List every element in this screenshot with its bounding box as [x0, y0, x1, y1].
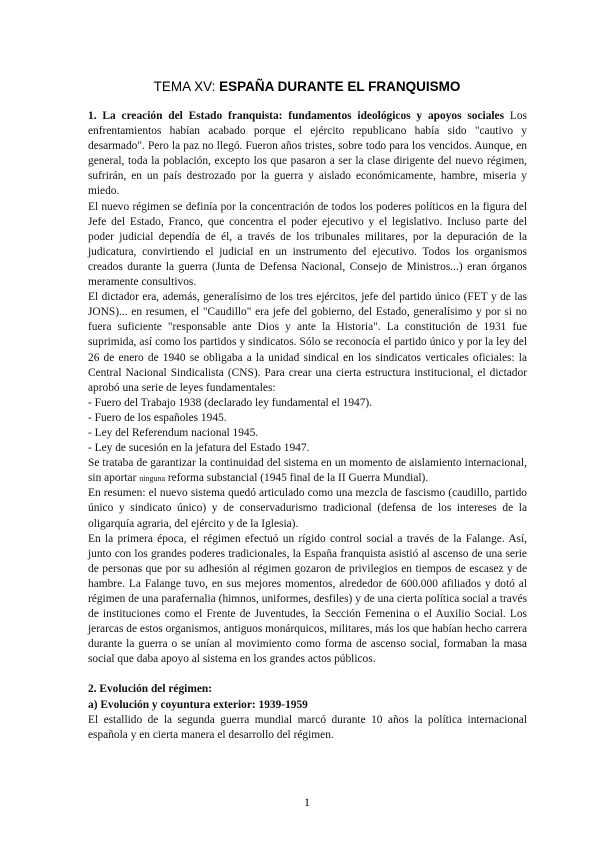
title-main: ESPAÑA DURANTE EL FRANQUISMO [219, 79, 461, 94]
section1-heading: 1. La creación del Estado franquista: fundamentos ideológicos y apoyos sociales [88, 110, 505, 122]
p4-part-a: Se trataba de garantizar la continuidad del sistema en un momento de aislamiento internacional, sin aportar [88, 457, 527, 485]
section1-paragraph-2: El nuevo régimen se definía por la concentración de todos los poderes políticos en la figura del Jefe del Estado, Franco, que concentra el poder ejecutivo y el legislativo. Incluso parte del poder judicial dependía de él, a través de los tribunales militares, por la depuración de la judicatura, convirtiendo el judicial en un instrumento del ejecutivo. Todos los organismos creados durante la guerra (Junta de Defensa Nacional, Consejo de Ministros...) eran órganos meramente consultivos. [88, 200, 527, 289]
p4-small-word: ninguna [139, 474, 166, 484]
section1-paragraph-4 [88, 456, 527, 486]
section1-paragraph-5: En resumen: el nuevo sistema quedó articulado como una mezcla de fascismo (caudillo, partido único y sindicato único) y de conservadurismo tradicional (defensa de los intereses de la oligarquía agraria, del ejército y de la Iglesia). [88, 487, 527, 530]
law-item: - Fuero del Trabajo 1938 (declarado ley fundamental el 1947). [88, 396, 373, 409]
section2-subheading: a) Evolución y coyuntura exterior: 1939-1959 [88, 698, 308, 711]
section2-heading: 2. Evolución del régimen: [88, 683, 213, 696]
section1-p1-text: Los enfrentamientos habían acabado porque el ejército republicano había sido "cautivo y desarmado". Pero la paz no llegó. Fueron años tristes, sobre todo para los vencidos. Aunque, en general, toda la población, excepto los que pasaron a ser la clase dirigente del nuevo régimen, sufrirán, en un país destrozado por la guerra y aislado económicamente, hambre, miseria y miedo. [88, 110, 527, 198]
p4-part-b: reforma substancial (1945 final de la II Guerra Mundial). [165, 472, 429, 485]
section1-paragraph-3: El dictador era, además, generalísimo de los tres ejércitos, jefe del partido único (FET y de las JONS)... en resumen, el "Caudillo" era jefe del gobierno, del Estado, generalísimo y por si no fuera suficiente "responsable ante Dios y ante la Historia". La constitución de 1931 fue suprimida, así como los partidos y sindicatos. Sólo se reconocía el partido único y por la ley del 26 de enero de 1940 se obligaba a la unidad sindical en los sindicatos verticales oficiales: la Central Nacional Sindicalista (CNS). Para crear una cierta estructura institucional, el dictador aprobó una serie de leyes fundamentales: [88, 291, 527, 394]
section1-paragraph-1 [88, 109, 527, 200]
law-item: - Ley del Referendum nacional 1945. [88, 426, 259, 439]
document-body [88, 109, 527, 743]
title-prefix: TEMA XV: [153, 79, 220, 94]
section1-paragraph-6: En la primera época, el régimen efectuó un rígido control social a través de la Falange. Así, junto con los grandes poderes tradicionales, la España franquista asistió al ascenso de una serie de personas que por su adhesión al régimen gozaron de privilegios en tiempos de escasez y de hambre. La Falange tuvo, en sus mejores momentos, alrededor de 600.000 afiliados y dotó al régimen de una parafernalia (himnos, uniformes, desfiles) y de una cierta política social a través de instituciones como el Frente de Juventudes, la Sección Femenina o el Auxilio Social. Los jerarcas de estos organismos, antiguos monárquicos, militares, más los que habían hecho carrera durante la guerra o se unían al movimiento como forma de ascenso social, formaban la masa social que daba apoyo al sistema en los grandes actos públicos. [88, 532, 527, 666]
law-item: - Fuero de los españoles 1945. [88, 411, 227, 424]
page-title [0, 79, 614, 94]
law-item: - Ley de sucesión en la jefatura del Estado 1947. [88, 442, 310, 455]
section2-paragraph-1: El estallido de la segunda guerra mundial marcó durante 10 años la política internacional española y en cierta manera el desarrollo del régimen. [88, 713, 527, 741]
page-number: 1 [304, 795, 310, 809]
section-spacer [88, 667, 527, 682]
